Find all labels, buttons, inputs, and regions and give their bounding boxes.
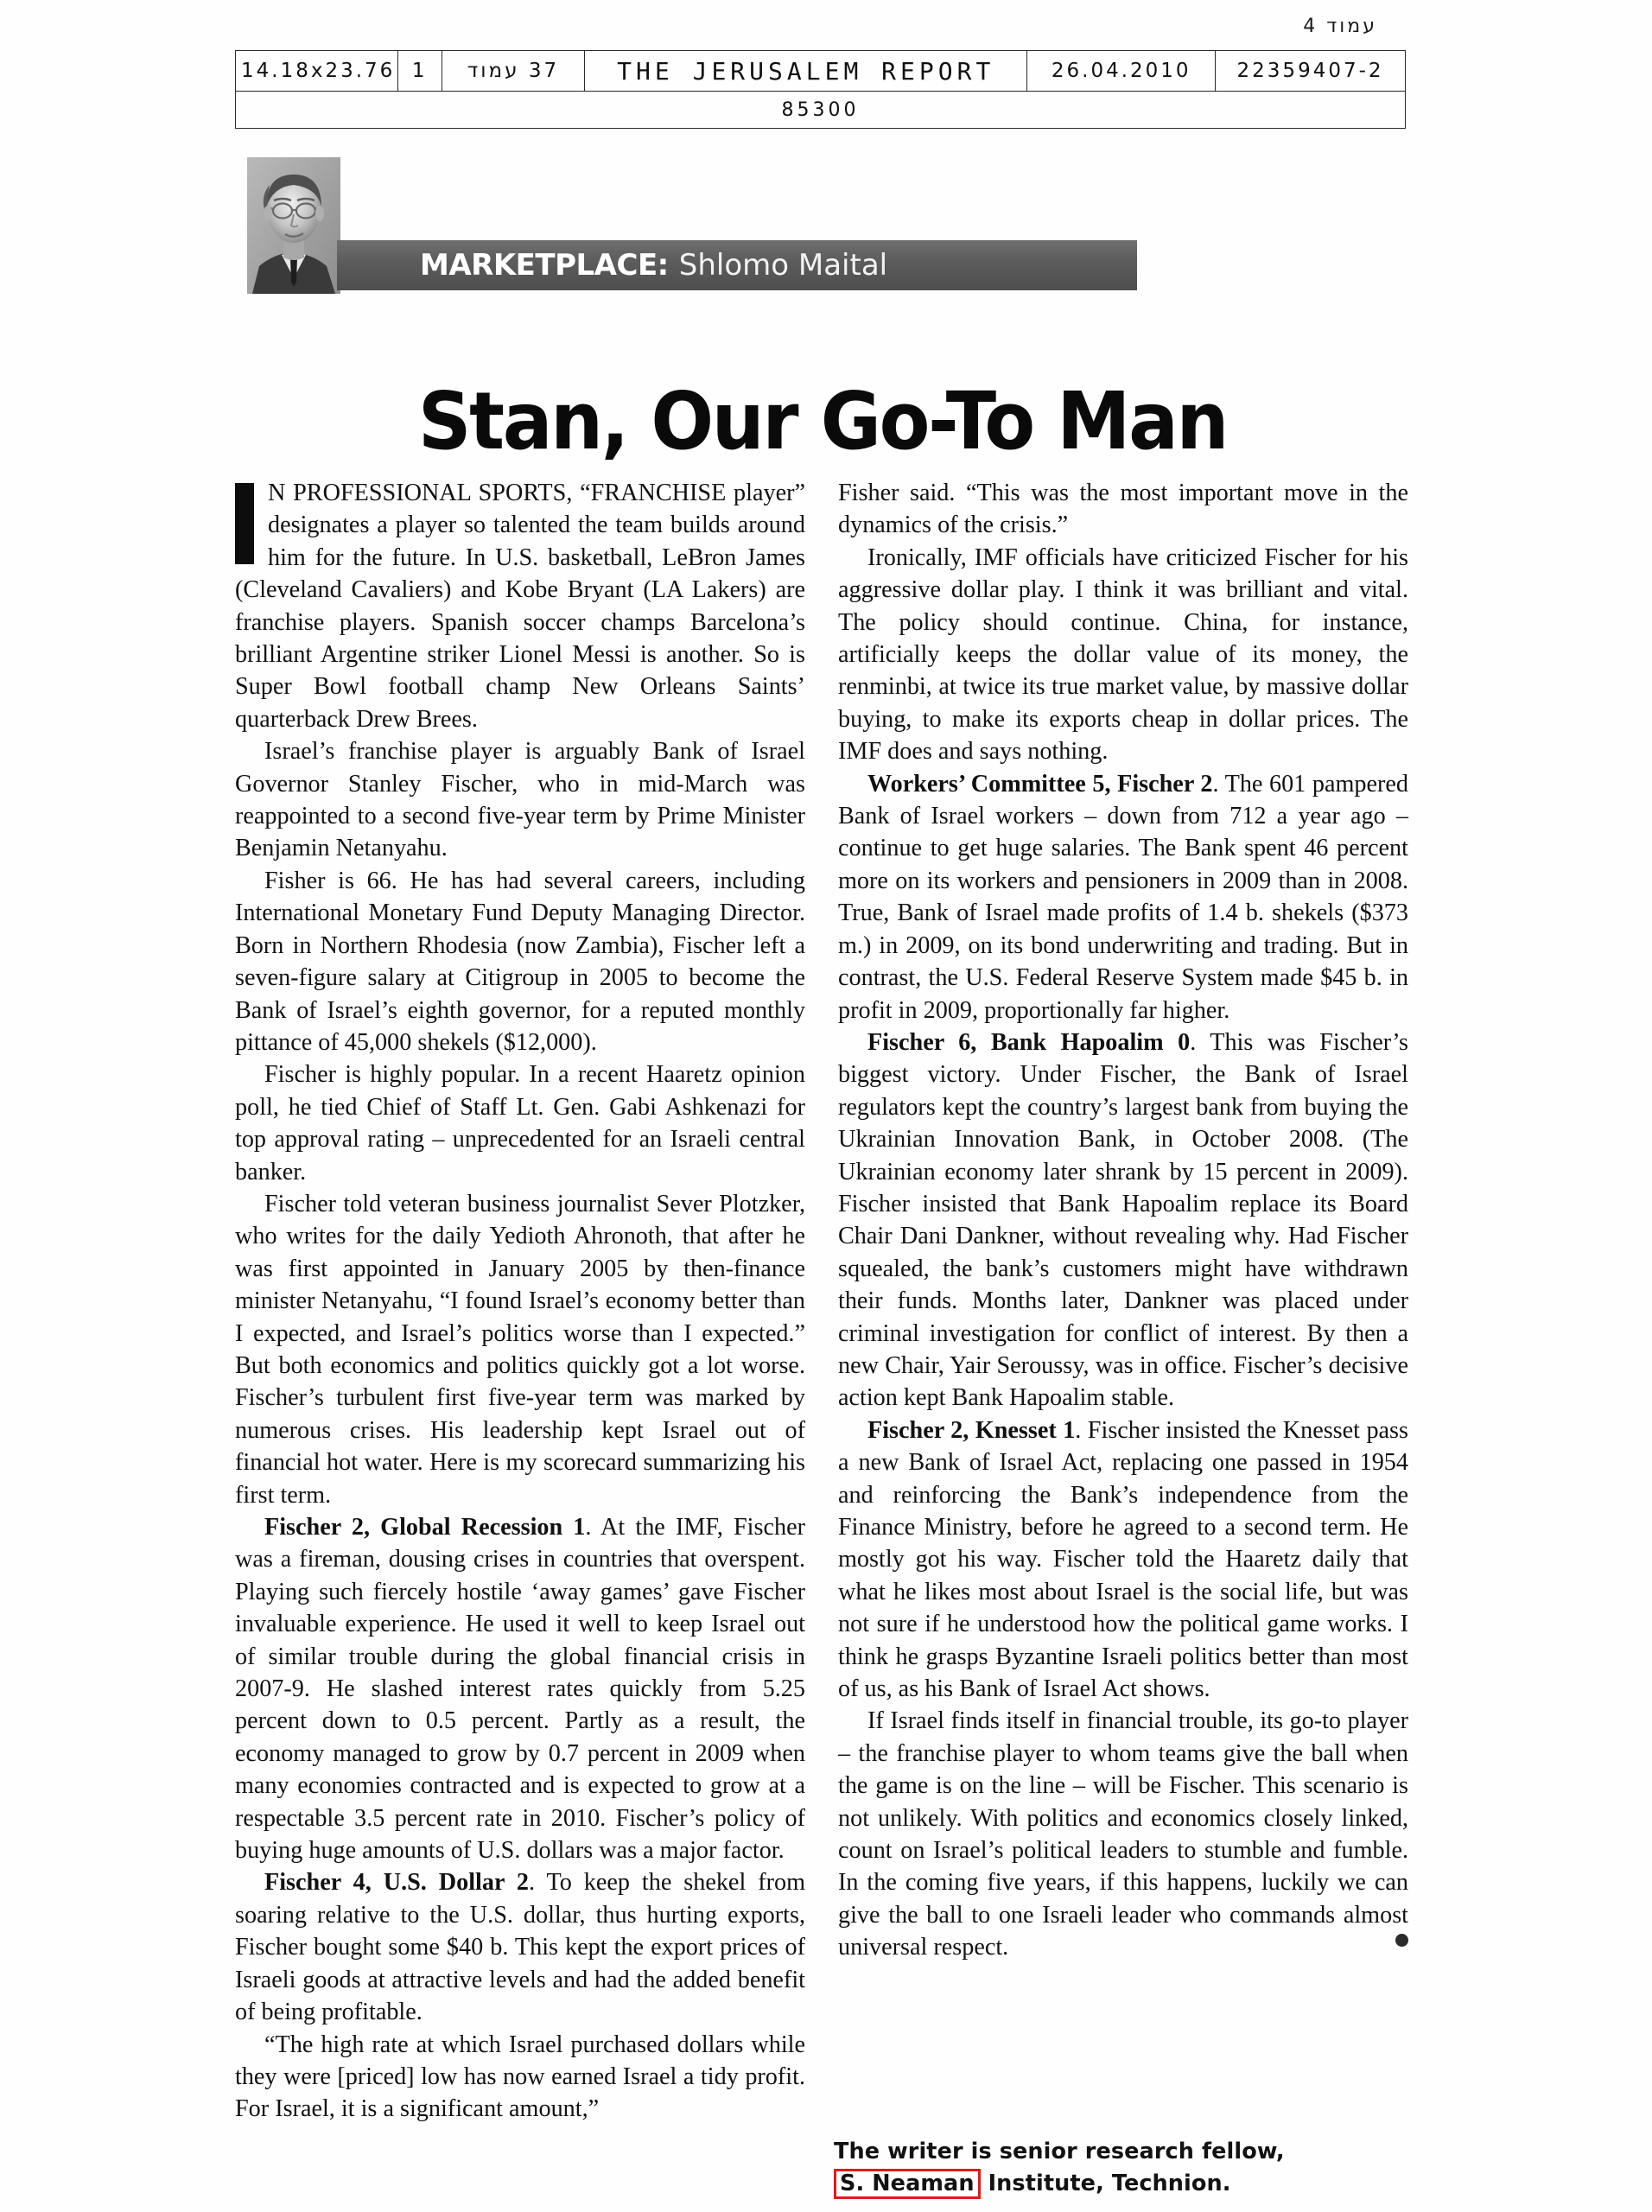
clip-page-ref-cell: 37 עמוד <box>442 51 584 92</box>
clipping-page-label: עמוד 4 <box>1303 16 1377 37</box>
paragraph-scorecard <box>838 1027 1408 1414</box>
author-portrait-photo <box>247 157 340 294</box>
byline-suffix: Institute, Technion. <box>988 2171 1231 2196</box>
clip-barcode-cell: 85300 <box>236 92 1406 129</box>
clip-dimensions-cell: 14.18x23.76 <box>236 51 398 92</box>
scorecard-heading: Fischer 6, Bank Hapoalim 0 <box>867 1028 1191 1056</box>
section-banner-author: Shlomo Maital <box>678 248 888 283</box>
paragraph: Ironically, IMF officials have criticized Fischer for his aggressive dollar play. I think it was brilliant and vital. The policy should continue. China, for instance, artificially keeps the dollar value of its money, the renminbi, at twice its true market value, by massive dollar buying, to make its exports cheap in dollar prices. The IMF does and says nothing. <box>838 543 1408 766</box>
drop-cap-letter <box>235 483 254 564</box>
author-byline <box>834 2136 1414 2200</box>
article-body <box>235 477 1410 2171</box>
paragraph: If Israel finds itself in financial trouble, its go-to player – the franchise player to whom teams give the ball when the game is on the line – will be Fischer. This scenario is not unlikely. With politics and economics closely linked, count on Israel’s political leaders to stumble and fumble. In the coming five years, if this happens, luckily we can give the ball to one Israeli leader who commands almost universal respect. <box>838 1707 1408 1961</box>
byline-prefix: The writer is senior research fellow, <box>834 2139 1285 2164</box>
section-banner <box>337 240 1137 290</box>
clipping-info-table <box>235 50 1406 129</box>
paragraph-scorecard <box>838 1414 1408 1706</box>
article-headline: Stan, Our Go-To Man <box>417 374 1228 467</box>
paragraph-scorecard <box>838 768 1408 1027</box>
scorecard-heading: Fischer 2, Global Recession 1 <box>264 1514 586 1541</box>
paragraph-text: . To keep the shekel from soaring relative to the U.S. dollar, thus hurting exports, Fischer bought some $40 b. This kept the export prices of Israeli goods at attractive levels and had the added benefit of being profitable. <box>235 1869 805 2026</box>
paragraph: Fischer is highly popular. In a recent Haaretz opinion poll, he tied Chief of Staff Lt. Gen. Gabi Ashkenazi for top approval rating – unprecedented for an Israeli central banker. <box>235 1061 805 1185</box>
paragraph: “The high rate at which Israel purchased dollars while they were [priced] low has now earned Israel a tidy profit. For Israel, it is a significant amount,” <box>235 2031 805 2123</box>
paragraph: Fisher is 66. He has had several careers, including International Monetary Fund Deputy Managing Director. Born in Northern Rhodesia (now Zambia), Fischer left a seven-figure salary at Citigroup in 2005 to become the Bank of Israel’s eighth governor, for a reputed monthly pittance of 45,000 shekels ($12,000). <box>235 867 805 1056</box>
paragraph: Israel’s franchise player is arguably Bank of Israel Governor Stanley Fischer, who in mid-March was reappointed to a second five-year term by Prime Minister Benjamin Netanyahu. <box>235 738 805 862</box>
clipping-header <box>0 16 1652 128</box>
article-column-left <box>235 477 805 2171</box>
clip-publication-cell: THE JERUSALEM REPORT <box>585 51 1027 92</box>
paragraph-text: . Fischer insisted the Knesset pass a new Bank of Israel Act, replacing one passed in 1954 and reinforcing the Bank’s independence from the Finance Ministry, before he agreed to a second term. He mostly got his way. Fischer told the Haaretz daily that what he likes most about Israel is the social life, but was not sure if he understood how the political game works. I think he grasps Byzantine Israeli politics better than most of us, as his Bank of Israel Act shows. <box>838 1416 1408 1703</box>
scorecard-heading: Fischer 4, U.S. Dollar 2 <box>264 1869 530 1897</box>
clip-issue-cell: 1 <box>397 51 442 92</box>
paragraph-scorecard <box>235 1511 805 1866</box>
paragraph <box>235 477 805 735</box>
article-column-right <box>838 477 1408 2171</box>
paragraph-text: N PROFESSIONAL SPORTS, “FRANCHISE player” designates a player so talented the team builds around him for the future. In U.S. basketball, LeBron James (Cleveland Cavaliers) and Kobe Bryant (LA Lakers) are franchise players. Spanish soccer champs Barcelona’s brilliant Argentine striker Lionel Messi is another. So is Super Bowl football champ New Orleans Saints’ quarterback Drew Brees. <box>235 480 805 733</box>
paragraph-text: . This was Fischer’s biggest victory. Under Fischer, the Bank of Israel regulators kept the country’s largest bank from buying the Ukrainian Innovation Bank, in October 2008. (The Ukrainian economy later shrank by 15 percent in 2009). Fischer insisted that Bank Hapoalim replace its Board Chair Dani Dankner, without revealing why. Had Fischer squealed, the bank’s customers might have withdrawn their funds. Months later, Dankner was placed under criminal investigation for conflict of interest. By then a new Chair, Yair Seroussy, was in office. Fischer’s decisive action kept Bank Hapoalim stable. <box>838 1028 1408 1412</box>
end-of-article-bullet-icon <box>1395 1934 1408 1947</box>
clip-date-cell: 26.04.2010 <box>1027 51 1216 92</box>
paragraph-text: . The 601 pampered Bank of Israel workers – down from 712 a year ago – continue to get huge salaries. The Bank spent 46 percent more on its workers and pensioners in 2009 than in 2008. True, Bank of Israel made profits of 1.4 b. shekels ($373 m.) in 2009, on its bond underwriting and trading. But in contrast, the U.S. Federal Reserve System made $45 b. in profit in 2009, proportionally far higher. <box>838 770 1408 1024</box>
paragraph: Fischer told veteran business journalist Sever Plotzker, who writes for the daily Yedioth Ahronoth, that after he was first appointed in January 2005 by then-finance minister Netanyahu, “I found Israel’s economy better than I expected, and Israel’s politics worse than I expected.” But both economics and politics quickly got a lot worse. Fischer’s turbulent first five-year term was marked by numerous crises. His leadership kept Israel out of financial hot water. Here is my scorecard summarizing his first term. <box>235 1190 805 1509</box>
table-row <box>236 51 1406 92</box>
clip-id-cell: 22359407-2 <box>1216 51 1406 92</box>
byline-highlighted-institute: S. Neaman <box>834 2169 981 2199</box>
table-row <box>236 92 1406 129</box>
paragraph-text: . At the IMF, Fischer was a fireman, dousing crises in countries that overspent. Playing such fiercely hostile ‘away games’ gave Fischer invaluable experience. He used it well to keep Israel out of similar trouble during the global financial crisis in 2007-9. He slashed interest rates quickly from 5.25 percent down to 0.5 percent. Partly as a result, the economy managed to grow by 0.7 percent in 2009 when many economies contracted and is expected to grow at a respectable 3.5 percent rate in 2010. Fischer’s policy of buying huge amounts of U.S. dollars was a major factor. <box>235 1514 805 1865</box>
paragraph: Fisher said. “This was the most important move in the dynamics of the crisis.” <box>838 480 1408 539</box>
masthead <box>247 157 1137 294</box>
scorecard-heading: Workers’ Committee 5, Fischer 2 <box>867 770 1213 798</box>
paragraph-scorecard <box>235 1866 805 2028</box>
section-banner-title: MARKETPLACE: <box>420 248 669 283</box>
scorecard-heading: Fischer 2, Knesset 1 <box>867 1416 1076 1444</box>
